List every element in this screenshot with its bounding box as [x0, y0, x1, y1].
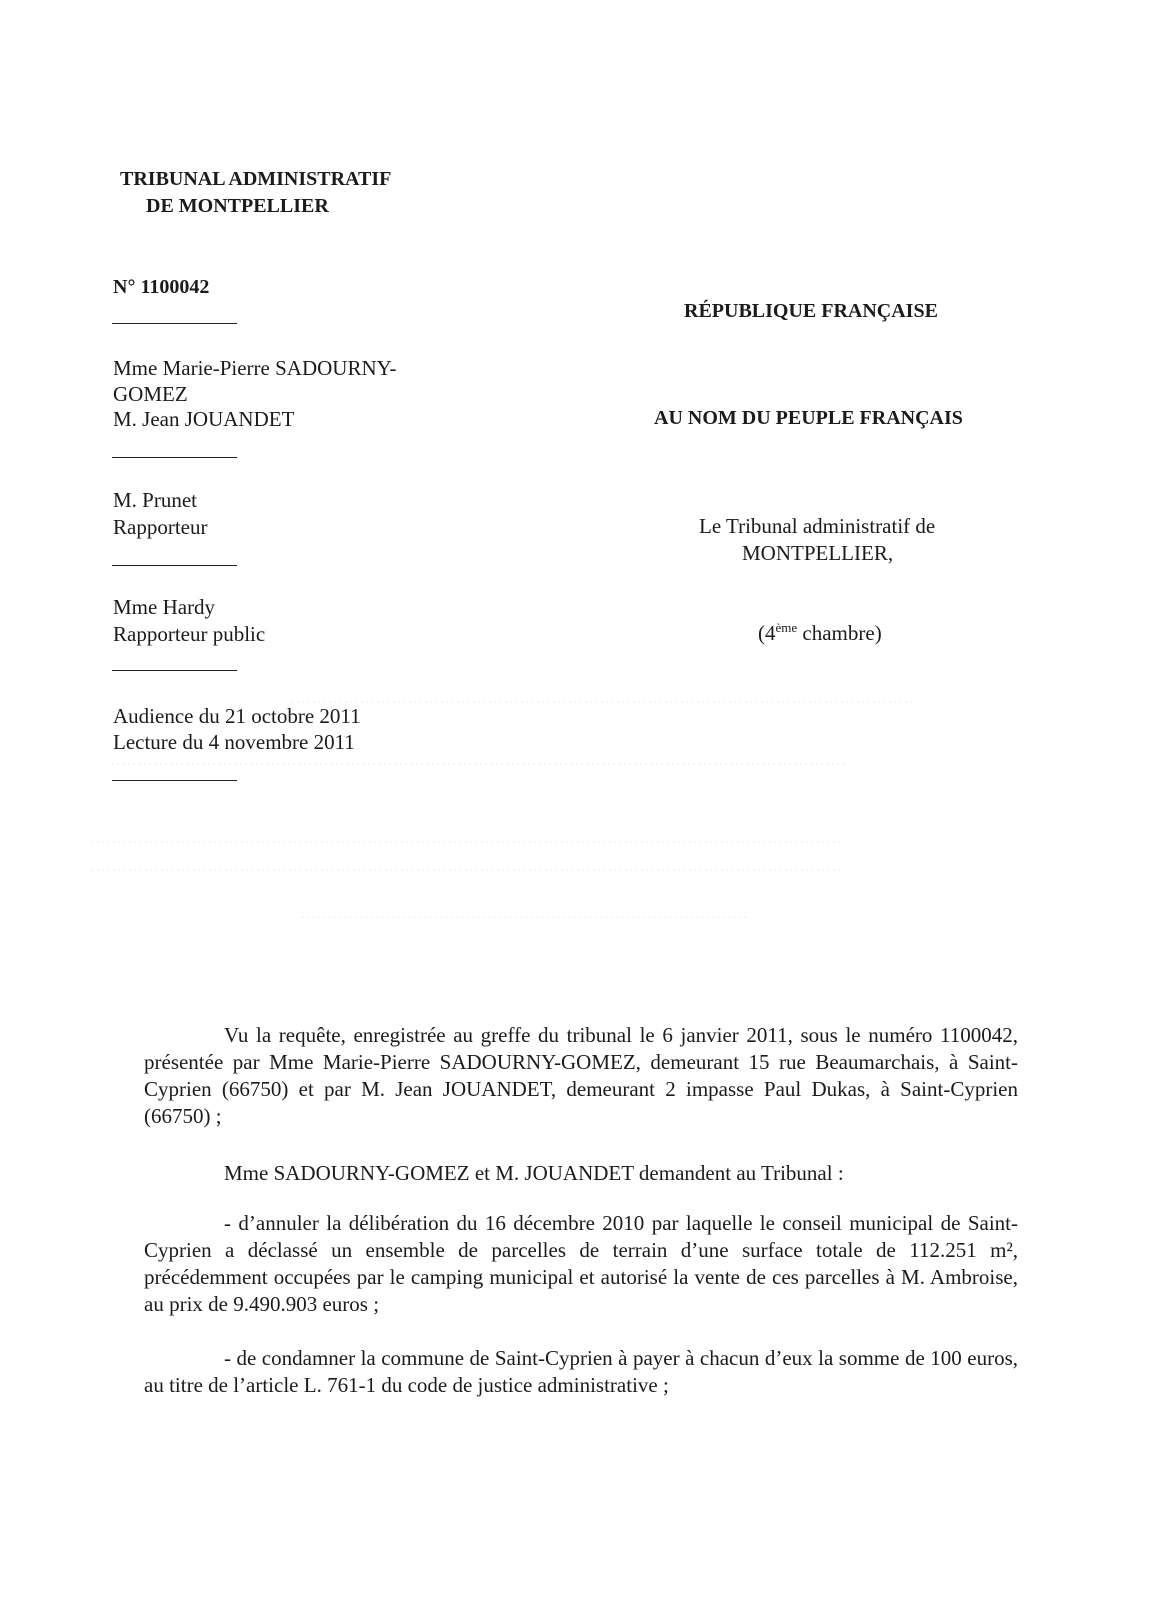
tribunal-city: MONTPELLIER,: [742, 541, 894, 565]
rapporteur-name: M. Prunet: [113, 488, 197, 512]
court-city: DE MONTPELLIER: [146, 195, 329, 217]
rapporteur-public-role: Rapporteur public: [113, 622, 266, 646]
lecture-date: Lecture du 4 novembre 2011: [113, 730, 355, 754]
divider: [112, 323, 237, 324]
party-line: GOMEZ: [113, 382, 188, 406]
bleed-through-text: …………………………………………………………………………: [300, 905, 748, 922]
case-number: N° 1100042: [113, 276, 210, 298]
paragraph-costs: - de condamner la commune de Saint-Cyprien à payer à chacun d’eux la somme de 100 euros, au titre de l’article L. 761-1 du code de justice administrative ;: [144, 1346, 1018, 1397]
court-name: TRIBUNAL ADMINISTRATIF: [120, 168, 392, 190]
bleed-through-text: ……………………………………………………………………………………………………………………………: [90, 830, 842, 847]
paragraph-annulment: - d’annuler la délibération du 16 décembre 2010 par laquelle le conseil municipal de Saint-Cyprien a déclassé un ensemble de parcelles de terrain d’une surface totale de 112.251 m², précédemment occupées par le camping municipal et autorisé la vente de ces parcelles à M. Ambroise, au prix de 9.490.903 euros ;: [144, 1211, 1018, 1316]
rapporteur-role: Rapporteur: [113, 515, 208, 539]
bleed-through-text: …………………………………………………………………………………………………………………………: [110, 752, 846, 769]
divider: [112, 457, 237, 458]
party-line: M. Jean JOUANDET: [113, 407, 295, 431]
rapporteur-public-name: Mme Hardy: [113, 595, 216, 619]
republic-title: RÉPUBLIQUE FRANÇAISE: [684, 300, 938, 322]
divider: [112, 780, 237, 781]
tribunal-line: Le Tribunal administratif de: [699, 514, 936, 538]
divider: [112, 670, 237, 671]
people-title: AU NOM DU PEUPLE FRANÇAIS: [654, 407, 963, 429]
divider: [112, 565, 237, 566]
chamber: (4ème chambre): [758, 620, 882, 645]
bleed-through-text: ……………………………………………………………………………………………………………………………: [90, 858, 842, 875]
paragraph-request: Vu la requête, enregistrée au greffe du tribunal le 6 janvier 2011, sous le numéro 1100042, présentée par Mme Marie-Pierre SADOURNY-GOMEZ, demeurant 15 rue Beaumarchais, à Saint-Cyprien (66750) et par M. Jean JOUANDET, demeurant 2 impasse Paul Dukas, à Saint-Cyprien (66750) ;: [144, 1023, 1018, 1128]
bleed-through-text: ………………………………………………………………………………………………………: [290, 690, 914, 707]
paragraph-demand: Mme SADOURNY-GOMEZ et M. JOUANDET demandent au Tribunal :: [224, 1161, 844, 1185]
party-line: Mme Marie-Pierre SADOURNY-: [113, 356, 397, 380]
audience-date: Audience du 21 octobre 2011: [113, 704, 361, 728]
